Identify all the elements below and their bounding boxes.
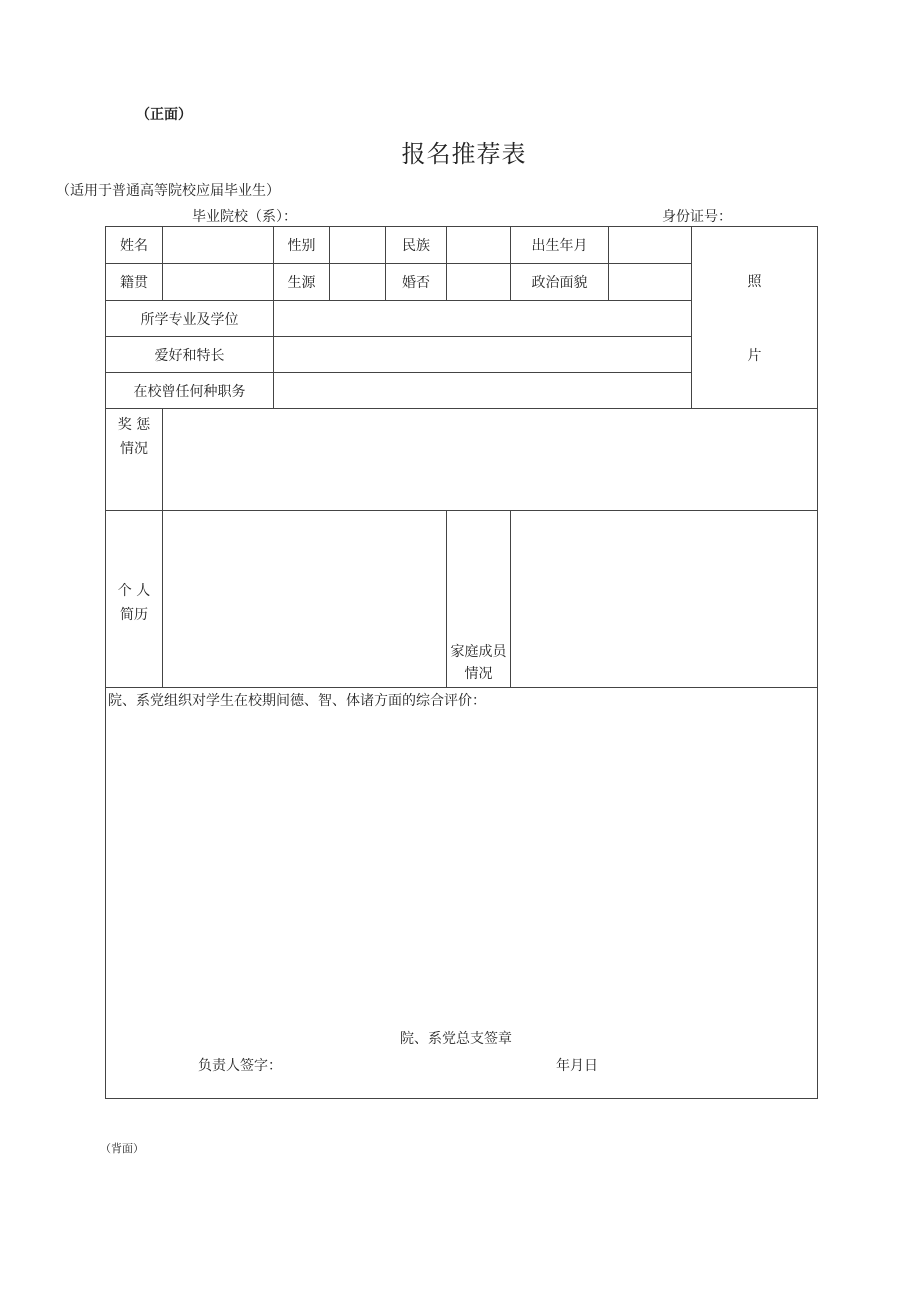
native-place-label: 籍贯: [106, 264, 163, 301]
back-side-label: （背面）: [100, 1142, 144, 1155]
name-label: 姓名: [106, 227, 163, 264]
gender-field[interactable]: [330, 227, 386, 264]
ethnicity-label: 民族: [386, 227, 447, 264]
hobbies-label: 爱好和特长: [106, 337, 274, 373]
hobbies-field[interactable]: [274, 337, 692, 373]
origin-field[interactable]: [330, 264, 386, 301]
resume-field[interactable]: [163, 511, 447, 688]
photo-box[interactable]: [692, 227, 818, 409]
resume-label-line2: 简历: [120, 607, 148, 623]
marital-status-field[interactable]: [447, 264, 511, 301]
birth-date-field[interactable]: [609, 227, 692, 264]
evaluation-box[interactable]: [106, 688, 818, 1099]
photo-label-bottom: 片: [747, 348, 762, 364]
awards-field[interactable]: [163, 409, 818, 511]
family-members-label: [447, 511, 511, 688]
awards-label-line2: 情况: [120, 441, 148, 457]
family-label-line2: 情况: [464, 666, 493, 682]
awards-label: [106, 409, 163, 511]
school-positions-label: 在校曾任何种职务: [106, 373, 274, 409]
marital-status-label: 婚否: [386, 264, 447, 301]
form-subtitle: （适用于普通高等院校应届毕业生）: [56, 183, 280, 199]
date-label: 年月日: [556, 1058, 598, 1074]
major-degree-field[interactable]: [274, 301, 692, 337]
resume-label-line1: 个 人: [117, 583, 151, 599]
political-status-label: 政治面貌: [511, 264, 609, 301]
photo-label-top: 照: [747, 274, 762, 290]
resume-label: [106, 511, 163, 688]
registration-form-table: [105, 226, 818, 1099]
political-status-field[interactable]: [609, 264, 692, 301]
name-field[interactable]: [163, 227, 274, 264]
school-positions-field[interactable]: [274, 373, 692, 409]
native-place-field[interactable]: [163, 264, 274, 301]
ethnicity-field[interactable]: [447, 227, 511, 264]
awards-label-line1: 奖 惩: [117, 417, 151, 433]
gender-label: 性别: [274, 227, 330, 264]
origin-label: 生源: [274, 264, 330, 301]
family-label-line1: 家庭成员: [450, 644, 507, 660]
party-seal-label: 院、系党总支签章: [400, 1031, 512, 1047]
major-degree-label: 所学专业及学位: [106, 301, 274, 337]
birth-date-label: 出生年月: [511, 227, 609, 264]
page-title: 报名推荐表: [401, 140, 527, 168]
signature-label: 负责人签字：: [198, 1058, 282, 1074]
school-label: 毕业院校（系）：: [192, 209, 297, 225]
front-side-label: （正面）: [136, 107, 192, 123]
family-members-field[interactable]: [511, 511, 818, 688]
evaluation-prompt: 院、系党组织对学生在校期间德、智、体诸方面的综合评价：: [108, 693, 486, 709]
id-number-label: 身份证号：: [662, 209, 732, 225]
